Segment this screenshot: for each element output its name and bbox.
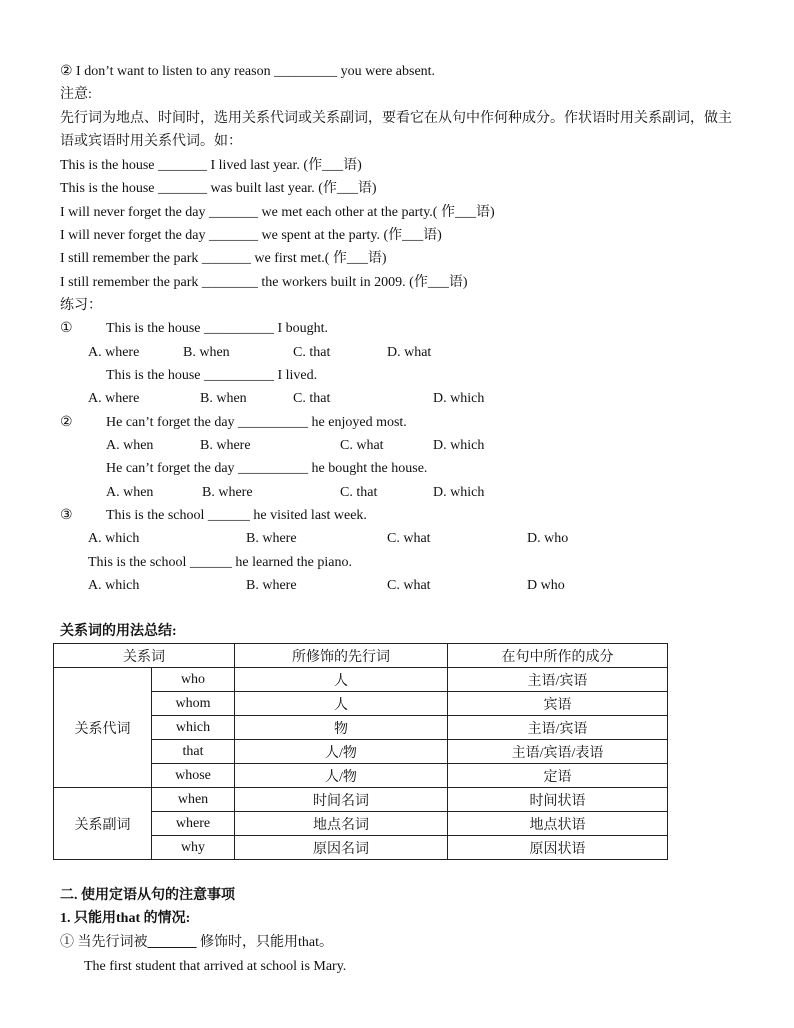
- table-cell: 时间状语: [448, 788, 668, 812]
- option: D. who: [527, 531, 569, 546]
- rule-blank: _______: [147, 935, 197, 950]
- header-cell: 关系词: [54, 644, 235, 668]
- option: D. which: [433, 485, 485, 500]
- table-cell: who: [152, 668, 235, 692]
- option: D. which: [433, 438, 485, 453]
- question-sentence: This is the house __________ I bought.: [106, 321, 329, 336]
- subsection-title: 1. 只能用that 的情况:: [60, 911, 191, 926]
- option: B. where: [246, 578, 297, 593]
- table-row: [54, 788, 668, 812]
- table-cell: 时间名词: [235, 788, 448, 812]
- note-body: 先行词为地点、时间时，选用关系代词或关系副词，要看它在从句中作何种成分。作状语时用关系副词，做主语或宾语时用关系代词。如：: [60, 111, 732, 149]
- example-line: This is the house _______ was built last year. (作___语): [60, 181, 377, 196]
- table-cell: 人: [235, 668, 448, 692]
- question-number: ③: [60, 508, 73, 523]
- option: C. that: [340, 485, 378, 500]
- option: C. that: [293, 391, 331, 406]
- summary-title: 关系词的用法总结:: [60, 624, 177, 639]
- table-cell: 人/物: [235, 764, 448, 788]
- group-cell: 关系代词: [54, 668, 152, 788]
- option: A. where: [88, 391, 140, 406]
- table-cell: 原因名词: [235, 836, 448, 860]
- rule-text: 修饰时，只能用that。: [196, 935, 333, 950]
- option: A. when: [106, 438, 154, 453]
- option: A. which: [88, 578, 140, 593]
- table-header-row: [54, 644, 668, 668]
- option: B. when: [183, 345, 230, 360]
- section-title: 二. 使用定语从句的注意事项: [60, 888, 235, 903]
- table-cell: 地点状语: [448, 812, 668, 836]
- sentence-2: ② I don’t want to listen to any reason _________ you were absent.: [60, 64, 436, 79]
- option: C. what: [387, 531, 431, 546]
- table-cell: 原因状语: [448, 836, 668, 860]
- option: C. that: [293, 345, 331, 360]
- option: C. what: [387, 578, 431, 593]
- example-line: This is the house _______ I lived last year. (作___语): [60, 158, 362, 173]
- option: D. which: [433, 391, 485, 406]
- question-number: ②: [60, 415, 73, 430]
- question-sentence: He can’t forget the day __________ he bought the house.: [106, 461, 428, 476]
- question-sentence: This is the school ______ he learned the piano.: [88, 555, 352, 570]
- option: A. where: [88, 345, 140, 360]
- table-row: [54, 668, 668, 692]
- example-line: I will never forget the day _______ we spent at the party. (作___语): [60, 228, 442, 243]
- rule-text: ① 当先行词被: [60, 935, 148, 950]
- option: B. where: [200, 438, 251, 453]
- table-cell: which: [152, 716, 235, 740]
- example-line: The first student that arrived at school is Mary.: [84, 959, 347, 974]
- example-line: I will never forget the day _______ we met each other at the party.( 作___语): [60, 205, 495, 220]
- option: C. what: [340, 438, 384, 453]
- table-cell: whose: [152, 764, 235, 788]
- relative-words-table: [53, 643, 668, 860]
- example-line: I still remember the park _______ we first met.( 作___语): [60, 251, 387, 266]
- table-cell: 物: [235, 716, 448, 740]
- rule-line: [60, 934, 333, 952]
- option: B. where: [246, 531, 297, 546]
- table-cell: 主语/宾语: [448, 716, 668, 740]
- option: A. when: [106, 485, 154, 500]
- note-heading: 注意:: [60, 87, 92, 102]
- example-line: I still remember the park ________ the workers built in 2009. (作___语): [60, 275, 468, 290]
- option: B. where: [202, 485, 253, 500]
- group-cell: 关系副词: [54, 788, 152, 860]
- table-cell: when: [152, 788, 235, 812]
- option: B. when: [200, 391, 247, 406]
- option: D who: [527, 578, 565, 593]
- table-cell: 人: [235, 692, 448, 716]
- question-number: ①: [60, 321, 73, 336]
- table-cell: why: [152, 836, 235, 860]
- question-sentence: This is the school ______ he visited last week.: [106, 508, 367, 523]
- table-cell: where: [152, 812, 235, 836]
- question-sentence: This is the house __________ I lived.: [106, 368, 318, 383]
- option: A. which: [88, 531, 140, 546]
- practice-heading: 练习：: [60, 298, 102, 313]
- table-cell: that: [152, 740, 235, 764]
- table-cell: 主语/宾语: [448, 668, 668, 692]
- table-cell: 主语/宾语/表语: [448, 740, 668, 764]
- question-sentence: He can’t forget the day __________ he enjoyed most.: [106, 415, 407, 430]
- option: D. what: [387, 345, 432, 360]
- table-cell: 定语: [448, 764, 668, 788]
- table-cell: whom: [152, 692, 235, 716]
- header-cell: 在句中所作的成分: [448, 644, 668, 668]
- table-cell: 地点名词: [235, 812, 448, 836]
- table-cell: 宾语: [448, 692, 668, 716]
- table-cell: 人/物: [235, 740, 448, 764]
- header-cell: 所修饰的先行词: [235, 644, 448, 668]
